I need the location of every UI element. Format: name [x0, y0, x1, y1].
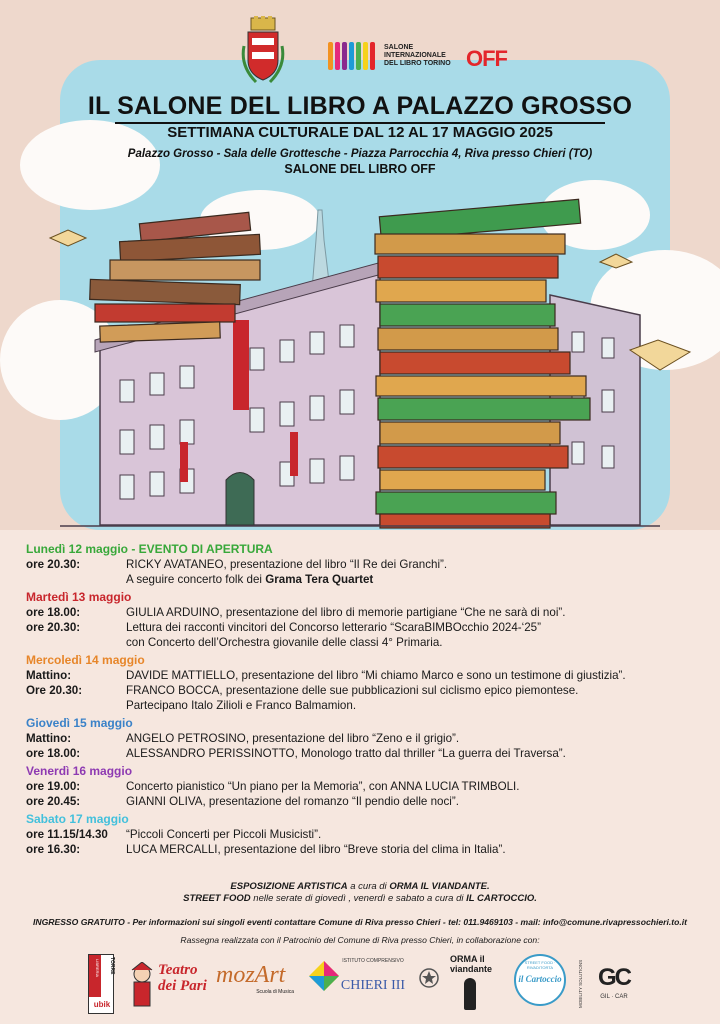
event-time: ore 18.00: — [26, 747, 81, 760]
mozart-text: mozArt — [216, 962, 286, 988]
page-subtitle: SETTIMANA CULTURALE DAL 12 AL 17 MAGGIO 2025 — [167, 124, 553, 141]
gc-text: GC — [598, 964, 630, 991]
event-row — [26, 842, 716, 857]
event-row — [26, 779, 716, 794]
logo-line: DEL LIBRO TORINO — [384, 60, 451, 67]
day-heading: Venerdì 16 maggio — [26, 764, 133, 778]
event-continuation — [26, 572, 716, 587]
page-title: IL SALONE DEL LIBRO A PALAZZO GROSSO — [87, 92, 633, 120]
event-row — [26, 668, 716, 683]
event-time: ore 11.15/14.30 — [26, 828, 108, 841]
torre-text: TORRE — [109, 957, 115, 975]
expo-curator: ORMA IL VIANDANTE. — [389, 881, 490, 892]
orma-text: ORMA il viandante — [450, 954, 493, 974]
event-row — [26, 605, 716, 620]
event-time: ore 18.00: — [26, 606, 81, 619]
event-description: RICKY AVATANEO, presentazione del libro “Il Re dei Granchi”. — [126, 558, 448, 571]
event-row — [26, 683, 716, 698]
logo-line: SALONE — [384, 44, 414, 51]
cartoccio-text: il Cartoccio — [518, 974, 562, 984]
event-row — [26, 620, 716, 635]
chieri-text: CHIERI III — [340, 978, 406, 993]
torre-ubik-logo — [88, 954, 114, 1014]
municipal-crest-icon — [238, 16, 288, 88]
event-time: Ore 20.30: — [26, 684, 83, 697]
day-heading: Martedì 13 maggio — [26, 590, 132, 604]
event-time: ore 16.30: — [26, 843, 81, 856]
event-row — [26, 731, 716, 746]
day-heading: Sabato 17 maggio — [26, 812, 129, 826]
mozart-sub-text: Scuola di Musica — [256, 989, 294, 995]
expo-text: a cura di — [347, 881, 390, 892]
event-row — [26, 794, 716, 809]
event-time: Mattino: — [26, 669, 72, 682]
event-time: ore 19.00: — [26, 780, 81, 793]
program-day — [26, 764, 716, 809]
program-day — [26, 542, 716, 587]
program-day — [26, 653, 716, 713]
event-continuation-text: con Concerto dell’Orchestra giovanile delle classi 4° Primaria. — [126, 636, 443, 649]
jester-icon — [126, 962, 158, 1010]
republic-emblem-icon — [418, 966, 440, 992]
palazzo-books-illustration — [0, 180, 720, 530]
gc-ring-text: MOBILITY SOLUTIONS — [578, 959, 583, 1008]
program-day — [26, 812, 716, 857]
event-time: Mattino: — [26, 732, 72, 745]
event-continuation — [26, 635, 716, 650]
event-time: ore 20.30: — [26, 621, 81, 634]
program-day — [26, 590, 716, 650]
chieri-iii-logo — [338, 958, 408, 998]
event-description: LUCA MERCALLI, presentazione del libro “Breve storia del clima in Italia”. — [126, 843, 506, 856]
expo-title: ESPOSIZIONE ARTISTICA — [230, 881, 348, 892]
event-continuation-text — [26, 572, 716, 587]
food-curator: IL CARTOCCIO. — [466, 893, 537, 904]
chieri-sub-text: ISTITUTO COMPRENSIVO — [342, 958, 404, 964]
ubik-text: ubik — [93, 1000, 111, 1009]
cartoccio-ring-text: STREET FOOD · RIVADITORTA — [524, 960, 556, 970]
orma-figure-icon — [464, 978, 476, 1010]
exhibition-line — [0, 881, 720, 893]
event-description: Concerto pianistico “Un piano per la Memoria”, con ANNA LUCIA TRIMBOLI. — [126, 780, 520, 793]
event-continuation-text: A seguire concerto folk dei — [126, 573, 266, 586]
event-description: GIULIA ARDUINO, presentazione del libro di memorie partigiane “Che ne sarà di noi”. — [126, 606, 566, 619]
event-time: ore 20.45: — [26, 795, 81, 808]
street-food-line — [0, 893, 720, 905]
day-heading: Mercoledì 14 maggio — [26, 653, 145, 667]
event-description: ALESSANDRO PERISSINOTTO, Monologo tratto dal thriller “La guerra dei Traversa”. — [126, 747, 566, 760]
off-logo-word: OFF — [466, 46, 507, 71]
event-row — [26, 827, 716, 842]
event-description: DAVIDE MATTIELLO, presentazione del libro “Mi chiamo Marco e sono un testimone di giustizia”. — [126, 669, 626, 682]
event-description: FRANCO BOCCA, presentazione delle sue pubblicazioni sul ciclismo epico piemontese. — [126, 684, 579, 697]
mozart-logo — [216, 962, 300, 1010]
color-bars-icon — [326, 38, 382, 74]
salone-logo-text — [384, 44, 451, 68]
exhibition-notice — [0, 881, 720, 905]
event-continuation-text: Partecipano Italo Zilioli e Franco Balmamion. — [126, 699, 357, 712]
gilcar-logo — [578, 952, 642, 1010]
event-description: ANGELO PETROSINO, presentazione del libro “Zeno e il grigio”. — [126, 732, 460, 745]
teatro-text: Teatro dei Pari — [158, 962, 207, 994]
kite-logo — [308, 960, 340, 992]
food-title: STREET FOOD — [183, 893, 251, 904]
event-time: ore 20.30: — [26, 558, 81, 571]
band-name: Grama Tera Quartet — [265, 573, 374, 586]
event-description: Lettura dei racconti vincitori del Concorso letterario “ScaraBIMBOcchio 2024-‘25” — [126, 621, 541, 634]
day-heading: Lunedì 12 maggio - EVENTO DI APERTURA — [26, 542, 273, 556]
orma-logo — [450, 954, 506, 1014]
patronage-line: Rassegna realizzata con il Patrocinio del Comune di Riva presso Chieri, in collaborazione con: — [180, 935, 540, 945]
gc-sub-text: GIL · CAR — [600, 994, 628, 1000]
program-day — [26, 716, 716, 761]
event-row — [26, 746, 716, 761]
food-text: nelle serate di giovedì , venerdì e sabato a cura di — [250, 893, 467, 904]
salone-off-logo — [326, 38, 526, 78]
contact-info: INGRESSO GRATUITO - Per informazioni sui singoli eventi contattare Comune di Riva presso Chieri - tel: 011.9469103 - mail: info@comune.rivapressochieri.to.it — [32, 917, 688, 927]
event-row — [26, 557, 716, 572]
logo-line: INTERNAZIONALE — [384, 52, 446, 59]
event-description: GIANNI OLIVA, presentazione del romanzo “Il pendio delle noci”. — [126, 795, 459, 808]
cartoccio-logo — [514, 954, 566, 1006]
venue-line: Palazzo Grosso - Sala delle Grottesche - Piazza Parrocchia 4, Riva presso Chieri (TO) — [127, 148, 593, 160]
libreria-text: LIBRERIA — [95, 959, 100, 978]
sponsor-logos — [0, 948, 720, 1018]
teatro-dei-pari-logo — [126, 956, 208, 1012]
salone-off-line: SALONE DEL LIBRO OFF — [284, 162, 436, 176]
event-program — [26, 542, 716, 860]
day-heading: Giovedì 15 maggio — [26, 716, 133, 730]
event-description: “Piccoli Concerti per Piccoli Musicisti”. — [126, 828, 322, 841]
kite-icon — [308, 960, 340, 992]
event-continuation — [26, 698, 716, 713]
